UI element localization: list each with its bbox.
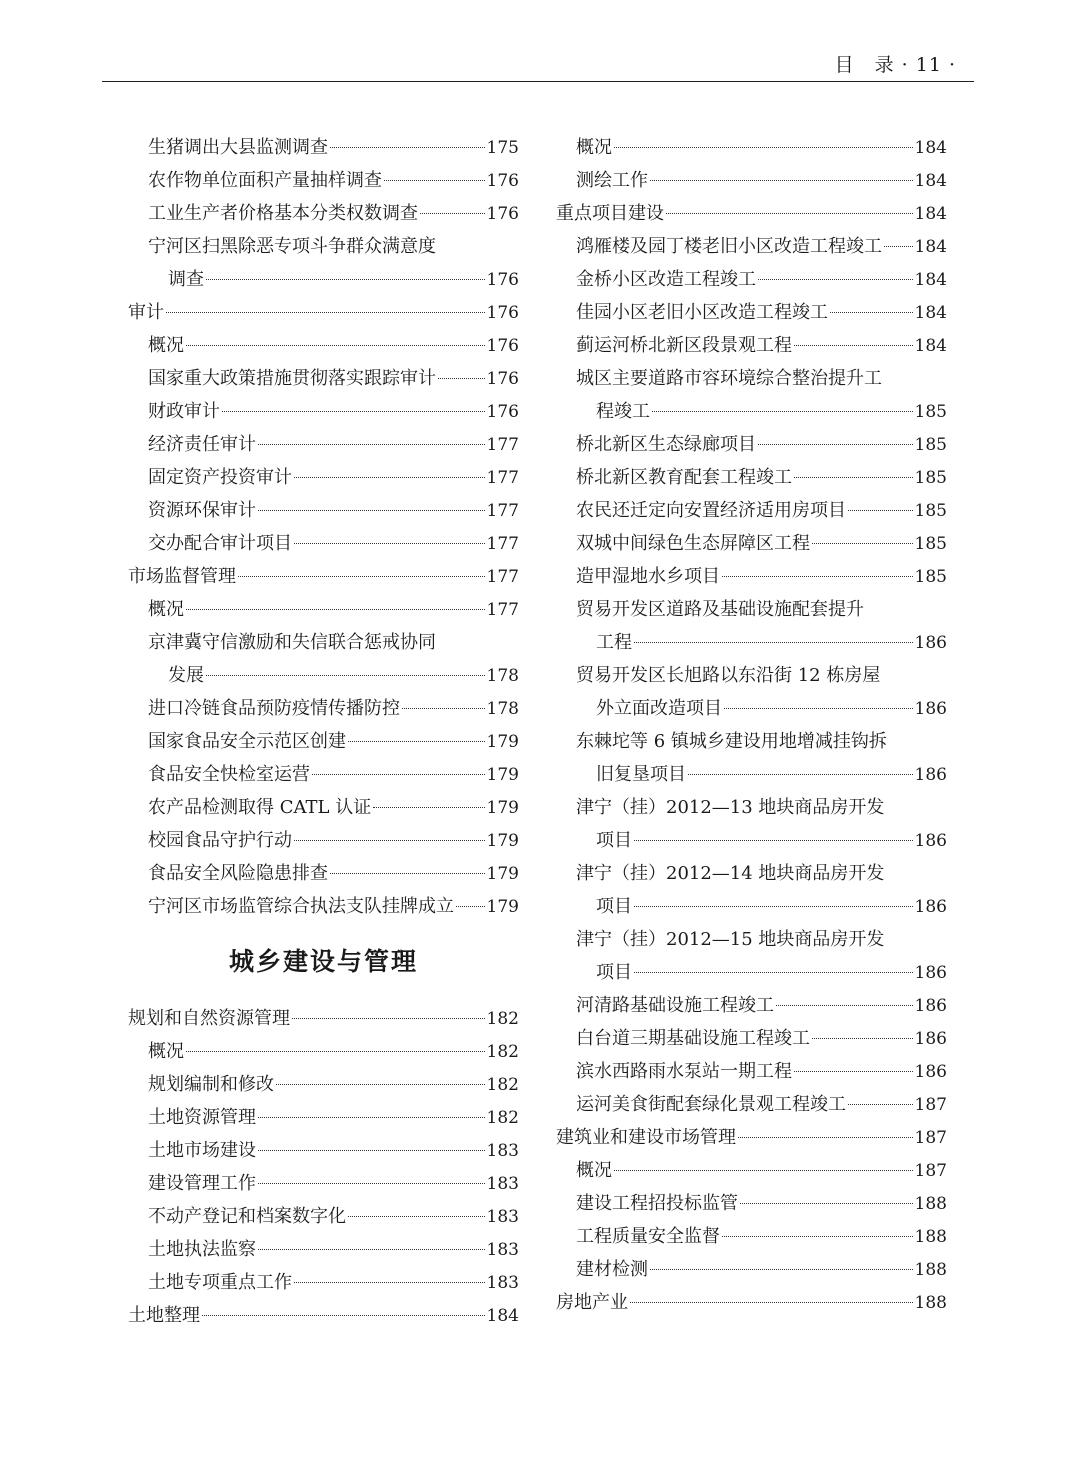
toc-entry-title: 旧复垦项目 bbox=[596, 764, 686, 785]
toc-entry-page: 187 bbox=[914, 1128, 947, 1148]
toc-entry-major bbox=[556, 1290, 947, 1316]
toc-entry bbox=[556, 399, 947, 425]
toc-entry bbox=[556, 498, 947, 524]
dot-leader bbox=[258, 1183, 485, 1184]
toc-entry-page: 188 bbox=[914, 1227, 947, 1247]
dot-leader bbox=[812, 543, 913, 544]
dot-leader bbox=[884, 246, 913, 247]
toc-entry-title: 农民还迁定向安置经济适用房项目 bbox=[576, 500, 846, 521]
toc-entry bbox=[556, 696, 947, 722]
toc-entry bbox=[556, 663, 947, 689]
toc-entry-title: 双城中间绿色生态屏障区工程 bbox=[576, 533, 810, 554]
toc-entry-page: 176 bbox=[486, 204, 519, 224]
toc-entry-page: 187 bbox=[914, 1095, 947, 1115]
toc-entry-title: 项目 bbox=[596, 896, 632, 917]
toc-entry bbox=[128, 1138, 519, 1164]
toc-entry bbox=[128, 696, 519, 722]
toc-entry-page: 176 bbox=[486, 270, 519, 290]
toc-entry bbox=[128, 597, 519, 623]
toc-entry-page: 184 bbox=[914, 270, 947, 290]
toc-entry-title: 概况 bbox=[576, 1160, 612, 1181]
dot-leader bbox=[348, 1216, 485, 1217]
toc-entry-page: 176 bbox=[486, 171, 519, 191]
dot-leader bbox=[688, 774, 913, 775]
toc-entry bbox=[556, 168, 947, 194]
dot-leader bbox=[438, 378, 485, 379]
toc-entry-title: 项目 bbox=[596, 962, 632, 983]
toc-entry-page: 186 bbox=[914, 996, 947, 1016]
toc-entry bbox=[556, 927, 947, 953]
dot-leader bbox=[348, 741, 485, 742]
dot-leader bbox=[794, 477, 913, 478]
dot-leader bbox=[666, 213, 913, 214]
toc-entry-title: 土地资源管理 bbox=[148, 1107, 256, 1128]
toc-entry-title: 贸易开发区道路及基础设施配套提升 bbox=[576, 599, 864, 620]
toc-entry bbox=[556, 960, 947, 986]
toc-entry-page: 183 bbox=[486, 1207, 519, 1227]
toc-entry-page: 175 bbox=[486, 138, 519, 158]
toc-entry-title: 鸿雁楼及园丁楼老旧小区改造工程竣工 bbox=[576, 236, 882, 257]
dot-leader bbox=[776, 1005, 913, 1006]
toc-entry-page: 179 bbox=[486, 765, 519, 785]
toc-entry bbox=[128, 135, 519, 161]
toc-entry-title: 测绘工作 bbox=[576, 170, 648, 191]
toc-entry-page: 185 bbox=[914, 402, 947, 422]
dot-leader bbox=[830, 312, 913, 313]
toc-entry-title: 项目 bbox=[596, 830, 632, 851]
toc-entry bbox=[128, 366, 519, 392]
toc-entry bbox=[128, 1237, 519, 1263]
toc-entry bbox=[556, 1224, 947, 1250]
toc-entry bbox=[128, 267, 519, 293]
toc-entry-title: 贸易开发区长旭路以东沿街 12 栋房屋 bbox=[576, 665, 881, 686]
toc-entry-page: 188 bbox=[914, 1293, 947, 1313]
toc-entry bbox=[128, 828, 519, 854]
toc-entry-title: 白台道三期基础设施工程竣工 bbox=[576, 1028, 810, 1049]
toc-entry-page: 177 bbox=[486, 600, 519, 620]
toc-entry-title: 津宁（挂）2012—15 地块商品房开发 bbox=[576, 929, 885, 950]
toc-entry bbox=[556, 729, 947, 755]
dot-leader bbox=[738, 1137, 913, 1138]
toc-entry-page: 182 bbox=[486, 1042, 519, 1062]
toc-entry-title: 食品安全风险隐患排查 bbox=[148, 863, 328, 884]
toc-entry-title: 京津冀守信激励和失信联合惩戒协同 bbox=[148, 632, 436, 653]
section-heading: 城乡建设与管理 bbox=[228, 947, 418, 976]
toc-entry bbox=[556, 993, 947, 1019]
toc-entry-page: 186 bbox=[914, 897, 947, 917]
toc-entry-page: 182 bbox=[486, 1108, 519, 1128]
toc-entry bbox=[556, 762, 947, 788]
toc-entry bbox=[128, 201, 519, 227]
toc-entry-page: 184 bbox=[914, 237, 947, 257]
toc-entry-page: 186 bbox=[914, 831, 947, 851]
toc-entry-title: 河清路基础设施工程竣工 bbox=[576, 995, 774, 1016]
toc-entry bbox=[556, 795, 947, 821]
dot-leader bbox=[634, 906, 913, 907]
toc-entry-title: 工程 bbox=[596, 632, 632, 653]
dot-leader bbox=[222, 411, 485, 412]
toc-entry-title: 经济责任审计 bbox=[148, 434, 256, 455]
toc-entry-major bbox=[128, 1303, 519, 1329]
toc-entry-page: 179 bbox=[486, 864, 519, 884]
toc-entry-title: 蓟运河桥北新区段景观工程 bbox=[576, 335, 792, 356]
toc-entry bbox=[556, 432, 947, 458]
toc-entry-page: 185 bbox=[914, 435, 947, 455]
toc-entry-title: 桥北新区生态绿廊项目 bbox=[576, 434, 756, 455]
toc-entry-page: 186 bbox=[914, 1029, 947, 1049]
dot-leader bbox=[202, 1315, 485, 1316]
dot-leader bbox=[848, 510, 913, 511]
dot-leader bbox=[812, 1038, 913, 1039]
toc-entry-title: 土地市场建设 bbox=[148, 1140, 256, 1161]
toc-entry-page: 176 bbox=[486, 336, 519, 356]
dot-leader bbox=[258, 1150, 485, 1151]
dot-leader bbox=[166, 312, 485, 313]
toc-entry-title: 国家食品安全示范区创建 bbox=[148, 731, 346, 752]
toc-entry bbox=[128, 432, 519, 458]
toc-entry-title: 滨水西路雨水泵站一期工程 bbox=[576, 1061, 792, 1082]
dot-leader bbox=[330, 873, 485, 874]
toc-entry-page: 185 bbox=[914, 567, 947, 587]
dot-leader bbox=[794, 1071, 913, 1072]
dot-leader bbox=[634, 642, 913, 643]
toc-entry-major bbox=[128, 1006, 519, 1032]
toc-entry-title: 建设工程招投标监管 bbox=[576, 1193, 738, 1214]
running-head: 目 录 · 11 · bbox=[834, 54, 956, 76]
toc-entry-page: 187 bbox=[914, 1161, 947, 1181]
toc-entry-major bbox=[128, 564, 519, 590]
dot-leader bbox=[848, 1104, 913, 1105]
header-rule bbox=[102, 81, 974, 82]
toc-entry bbox=[556, 1191, 947, 1217]
toc-entry bbox=[556, 1059, 947, 1085]
toc-entry-page: 185 bbox=[914, 534, 947, 554]
dot-leader bbox=[186, 345, 485, 346]
toc-entry-page: 177 bbox=[486, 468, 519, 488]
toc-entry-page: 179 bbox=[486, 798, 519, 818]
dot-leader bbox=[630, 1302, 913, 1303]
toc-entry bbox=[128, 1039, 519, 1065]
toc-entry-page: 184 bbox=[914, 171, 947, 191]
dot-leader bbox=[384, 180, 485, 181]
dot-leader bbox=[206, 279, 485, 280]
toc-entry-title: 概况 bbox=[576, 137, 612, 158]
toc-entry-page: 179 bbox=[486, 732, 519, 752]
toc-entry-page: 182 bbox=[486, 1075, 519, 1095]
toc-entry bbox=[556, 234, 947, 260]
dot-leader bbox=[794, 345, 913, 346]
toc-entry-page: 177 bbox=[486, 501, 519, 521]
toc-entry bbox=[556, 366, 947, 392]
toc-entry-page: 184 bbox=[914, 204, 947, 224]
toc-entry-title: 东棘坨等 6 镇城乡建设用地增减挂钩拆 bbox=[576, 731, 887, 752]
toc-entry-page: 179 bbox=[486, 897, 519, 917]
toc-entry-title: 桥北新区教育配套工程竣工 bbox=[576, 467, 792, 488]
toc-entry-page: 179 bbox=[486, 831, 519, 851]
toc-entry bbox=[556, 894, 947, 920]
dot-leader bbox=[420, 213, 485, 214]
toc-entry bbox=[128, 465, 519, 491]
toc-entry bbox=[556, 630, 947, 656]
toc-entry-page: 186 bbox=[914, 963, 947, 983]
toc-entry bbox=[128, 762, 519, 788]
dot-leader bbox=[650, 1269, 913, 1270]
toc-entry bbox=[556, 531, 947, 557]
toc-entry-title: 农作物单位面积产量抽样调查 bbox=[148, 170, 382, 191]
toc-entry bbox=[556, 1026, 947, 1052]
toc-entry-page: 184 bbox=[914, 303, 947, 323]
toc-entry-title: 食品安全快检室运营 bbox=[148, 764, 310, 785]
toc-entry-page: 183 bbox=[486, 1141, 519, 1161]
dot-leader bbox=[650, 180, 913, 181]
toc-entry-title: 市场监督管理 bbox=[128, 566, 236, 587]
toc-entry-title: 规划编制和修改 bbox=[148, 1074, 274, 1095]
toc-entry-title: 固定资产投资审计 bbox=[148, 467, 292, 488]
toc-entry bbox=[556, 333, 947, 359]
toc-entry bbox=[128, 663, 519, 689]
toc-entry-title: 宁河区扫黑除恶专项斗争群众满意度 bbox=[148, 236, 436, 257]
dot-leader bbox=[722, 576, 913, 577]
toc-entry-title: 生猪调出大县监测调查 bbox=[148, 137, 328, 158]
toc-entry-page: 183 bbox=[486, 1174, 519, 1194]
toc-entry bbox=[128, 531, 519, 557]
toc-entry bbox=[128, 234, 519, 260]
toc-entry-page: 185 bbox=[914, 501, 947, 521]
dot-leader bbox=[330, 147, 485, 148]
toc-entry bbox=[128, 1072, 519, 1098]
dot-leader bbox=[373, 807, 484, 808]
toc-entry bbox=[128, 795, 519, 821]
toc-entry-title: 调查 bbox=[168, 269, 204, 290]
toc-entry-major bbox=[128, 300, 519, 326]
toc-entry bbox=[128, 168, 519, 194]
toc-entry-page: 183 bbox=[486, 1240, 519, 1260]
toc-entry bbox=[556, 564, 947, 590]
toc-entry-title: 财政审计 bbox=[148, 401, 220, 422]
toc-entry bbox=[556, 465, 947, 491]
toc-entry-page: 188 bbox=[914, 1260, 947, 1280]
dot-leader bbox=[294, 543, 485, 544]
dot-leader bbox=[294, 1282, 485, 1283]
toc-entry bbox=[556, 267, 947, 293]
dot-leader bbox=[206, 675, 485, 676]
toc-entry bbox=[556, 861, 947, 887]
toc-entry-title: 建筑业和建设市场管理 bbox=[556, 1127, 736, 1148]
toc-entry-page: 178 bbox=[486, 666, 519, 686]
toc-entry bbox=[128, 399, 519, 425]
dot-leader bbox=[740, 1203, 913, 1204]
toc-entry bbox=[128, 1204, 519, 1230]
dot-leader bbox=[294, 840, 485, 841]
toc-entry-title: 概况 bbox=[148, 1041, 184, 1062]
dot-leader bbox=[258, 1249, 485, 1250]
toc-entry bbox=[556, 1257, 947, 1283]
toc-entry-page: 177 bbox=[486, 567, 519, 587]
dot-leader bbox=[614, 1170, 913, 1171]
toc-entry-title: 佳园小区老旧小区改造工程竣工 bbox=[576, 302, 828, 323]
toc-entry-page: 188 bbox=[914, 1194, 947, 1214]
toc-entry bbox=[556, 300, 947, 326]
toc-entry-page: 183 bbox=[486, 1273, 519, 1293]
toc-entry-title: 城区主要道路市容环境综合整治提升工 bbox=[576, 368, 882, 389]
toc-entry bbox=[128, 1105, 519, 1131]
toc-entry-title: 外立面改造项目 bbox=[596, 698, 722, 719]
toc-entry-title: 审计 bbox=[128, 302, 164, 323]
toc-entry-page: 182 bbox=[486, 1009, 519, 1029]
toc-entry-page: 176 bbox=[486, 303, 519, 323]
toc-entry-title: 不动产登记和档案数字化 bbox=[148, 1206, 346, 1227]
toc-entry-title: 国家重大政策措施贯彻落实跟踪审计 bbox=[148, 368, 436, 389]
toc-entry-page: 178 bbox=[486, 699, 519, 719]
toc-entry-title: 资源环保审计 bbox=[148, 500, 256, 521]
dot-leader bbox=[186, 1051, 485, 1052]
toc-entry-title: 工程质量安全监督 bbox=[576, 1226, 720, 1247]
dot-leader bbox=[724, 708, 913, 709]
dot-leader bbox=[402, 708, 485, 709]
toc-entry-title: 津宁（挂）2012—13 地块商品房开发 bbox=[576, 797, 885, 818]
toc-entry-title: 农产品检测取得 CATL 认证 bbox=[148, 797, 372, 818]
toc-entry bbox=[128, 498, 519, 524]
dot-leader bbox=[258, 510, 485, 511]
toc-entry-title: 校园食品守护行动 bbox=[148, 830, 292, 851]
toc-entry-title: 土地专项重点工作 bbox=[148, 1272, 292, 1293]
toc-entry-title: 进口冷链食品预防疫情传播防控 bbox=[148, 698, 400, 719]
toc-entry-title: 规划和自然资源管理 bbox=[128, 1008, 290, 1029]
toc-entry bbox=[128, 1171, 519, 1197]
toc-entry bbox=[556, 135, 947, 161]
toc-entry-title: 建设管理工作 bbox=[148, 1173, 256, 1194]
toc-entry bbox=[128, 333, 519, 359]
toc-entry bbox=[128, 630, 519, 656]
dot-leader bbox=[614, 147, 913, 148]
toc-entry-title: 建材检测 bbox=[576, 1259, 648, 1280]
dot-leader bbox=[634, 840, 913, 841]
toc-entry bbox=[556, 597, 947, 623]
toc-entry-title: 造甲湿地水乡项目 bbox=[576, 566, 720, 587]
toc-entry-page: 184 bbox=[914, 138, 947, 158]
toc-entry-page: 185 bbox=[914, 468, 947, 488]
dot-leader bbox=[312, 774, 485, 775]
dot-leader bbox=[758, 279, 913, 280]
toc-entry-title: 程竣工 bbox=[596, 401, 650, 422]
toc-entry bbox=[128, 861, 519, 887]
toc-entry-title: 房地产业 bbox=[556, 1292, 628, 1313]
toc-entry-title: 概况 bbox=[148, 599, 184, 620]
dot-leader bbox=[258, 1117, 485, 1118]
dot-leader bbox=[634, 972, 913, 973]
dot-leader bbox=[292, 1018, 485, 1019]
dot-leader bbox=[238, 576, 485, 577]
dot-leader bbox=[652, 411, 913, 412]
toc-entry-page: 184 bbox=[486, 1306, 519, 1326]
toc-entry-title: 发展 bbox=[168, 665, 204, 686]
dot-leader bbox=[276, 1084, 485, 1085]
toc-entry-title: 土地整理 bbox=[128, 1305, 200, 1326]
toc-entry bbox=[128, 894, 519, 920]
dot-leader bbox=[722, 1236, 913, 1237]
dot-leader bbox=[258, 444, 485, 445]
toc-entry-page: 176 bbox=[486, 402, 519, 422]
toc-entry-title: 概况 bbox=[148, 335, 184, 356]
dot-leader bbox=[294, 477, 485, 478]
toc-entry-page: 186 bbox=[914, 699, 947, 719]
toc-entry-title: 重点项目建设 bbox=[556, 203, 664, 224]
toc-entry bbox=[556, 1092, 947, 1118]
toc-entry-title: 工业生产者价格基本分类权数调查 bbox=[148, 203, 418, 224]
toc-entry-page: 184 bbox=[914, 336, 947, 356]
toc-entry-major bbox=[556, 1125, 947, 1151]
toc-entry-page: 176 bbox=[486, 369, 519, 389]
toc-entry-major bbox=[556, 201, 947, 227]
dot-leader bbox=[456, 906, 485, 907]
dot-leader bbox=[186, 609, 485, 610]
toc-entry-title: 土地执法监察 bbox=[148, 1239, 256, 1260]
toc-entry-page: 186 bbox=[914, 1062, 947, 1082]
toc-entry-title: 金桥小区改造工程竣工 bbox=[576, 269, 756, 290]
toc-entry bbox=[556, 828, 947, 854]
toc-entry bbox=[556, 1158, 947, 1184]
dot-leader bbox=[758, 444, 913, 445]
toc-entry-page: 177 bbox=[486, 534, 519, 554]
toc-entry bbox=[128, 1270, 519, 1296]
toc-entry-title: 宁河区市场监管综合执法支队挂牌成立 bbox=[148, 896, 454, 917]
toc-entry-title: 运河美食街配套绿化景观工程竣工 bbox=[576, 1094, 846, 1115]
toc-entry-title: 津宁（挂）2012—14 地块商品房开发 bbox=[576, 863, 885, 884]
toc-entry-page: 177 bbox=[486, 435, 519, 455]
toc-entry-page: 186 bbox=[914, 765, 947, 785]
toc-entry-page: 186 bbox=[914, 633, 947, 653]
toc-entry-title: 交办配合审计项目 bbox=[148, 533, 292, 554]
toc-entry bbox=[128, 729, 519, 755]
